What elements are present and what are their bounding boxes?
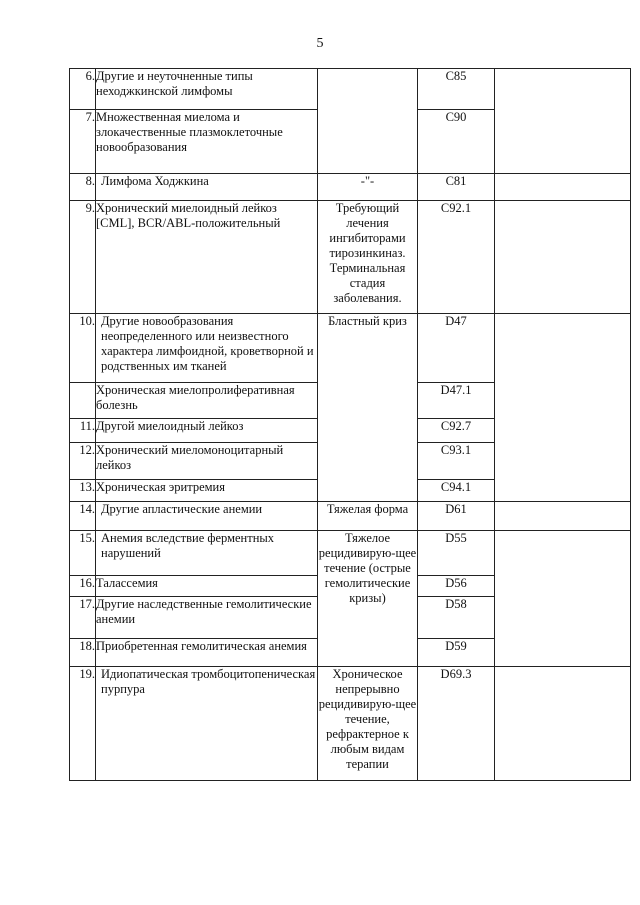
icd-code: D61 (418, 502, 495, 531)
row-number (70, 383, 96, 419)
row-number: 15. (70, 531, 96, 576)
extra-cell (495, 667, 631, 781)
diagnosis-name: Другие наследственные гемолитические анемии (96, 597, 318, 639)
row-number: 11. (70, 419, 96, 443)
condition-cell: Бластный криз (318, 314, 418, 502)
icd-code: D56 (418, 576, 495, 597)
diagnosis-name: Лимфома Ходжкина (96, 174, 318, 201)
row-number: 6. (70, 69, 96, 110)
icd-code: D47.1 (418, 383, 495, 419)
condition-cell: Требующий лечения ингибиторами тирозинкиназ. Терминальная стадия заболевания. (318, 201, 418, 314)
condition-cell: Тяжелое рецидивирую-щее течение (острые гемолитические кризы) (318, 531, 418, 667)
page-number: 5 (316, 36, 324, 51)
icd-code: C94.1 (418, 480, 495, 502)
row-number: 9. (70, 201, 96, 314)
diagnosis-name: Хронический миеломоноцитарный лейкоз (96, 443, 318, 480)
row-number: 7. (70, 110, 96, 174)
icd-code: D47 (418, 314, 495, 383)
table-row (70, 667, 631, 781)
diagnosis-name: Анемия вследствие ферментных нарушений (96, 531, 318, 576)
row-number: 17. (70, 597, 96, 639)
table-row (70, 314, 631, 383)
row-number: 14. (70, 502, 96, 531)
condition-cell: Тяжелая форма (318, 502, 418, 531)
extra-cell (495, 174, 631, 201)
icd-code: D58 (418, 597, 495, 639)
icd-code: D59 (418, 639, 495, 667)
icd-code: C85 (418, 69, 495, 110)
diagnosis-name: Другой миелоидный лейкоз (96, 419, 318, 443)
icd-code: C81 (418, 174, 495, 201)
diagnosis-name: Приобретенная гемолитическая анемия (96, 639, 318, 667)
table-row (70, 502, 631, 531)
icd-code: C92.1 (418, 201, 495, 314)
diagnosis-name: Другие новообразования неопределенного или неизвестного характера лимфоидной, кроветворной и родственных им тканей (96, 314, 318, 383)
extra-cell (495, 201, 631, 314)
condition-cell: Хроническое непрерывно рецидивирую-щее течение, рефрактерное к любым видам терапии (318, 667, 418, 781)
icd-code: D69.3 (418, 667, 495, 781)
row-number: 19. (70, 667, 96, 781)
extra-cell (495, 69, 631, 174)
disease-table (69, 68, 631, 781)
row-number: 16. (70, 576, 96, 597)
table-row (70, 201, 631, 314)
diagnosis-name: Другие и неуточненные типы неходжкинской лимфомы (96, 69, 318, 110)
condition-cell: -"- (318, 174, 418, 201)
diagnosis-name: Талассемия (96, 576, 318, 597)
table-row (70, 174, 631, 201)
row-number: 13. (70, 480, 96, 502)
icd-code: C93.1 (418, 443, 495, 480)
extra-cell (495, 314, 631, 502)
icd-code: C90 (418, 110, 495, 174)
table-row (70, 531, 631, 576)
row-number: 10. (70, 314, 96, 383)
row-number: 12. (70, 443, 96, 480)
extra-cell (495, 531, 631, 667)
condition-cell (318, 69, 418, 174)
diagnosis-name: Хроническая эритремия (96, 480, 318, 502)
diagnosis-name: Хроническая миелопролиферативная болезнь (96, 383, 318, 419)
diagnosis-name: Множественная миелома и злокачественные плазмоклеточные новообразования (96, 110, 318, 174)
diagnosis-name: Другие апластические анемии (96, 502, 318, 531)
icd-code: D55 (418, 531, 495, 576)
row-number: 8. (70, 174, 96, 201)
diagnosis-name: Хронический миелоидный лейкоз [CML], BCR/ABL-положительный (96, 201, 318, 314)
extra-cell (495, 502, 631, 531)
icd-code: C92.7 (418, 419, 495, 443)
diagnosis-name: Идиопатическая тромбоцитопеническая пурпура (96, 667, 318, 781)
table-row (70, 69, 631, 110)
row-number: 18. (70, 639, 96, 667)
